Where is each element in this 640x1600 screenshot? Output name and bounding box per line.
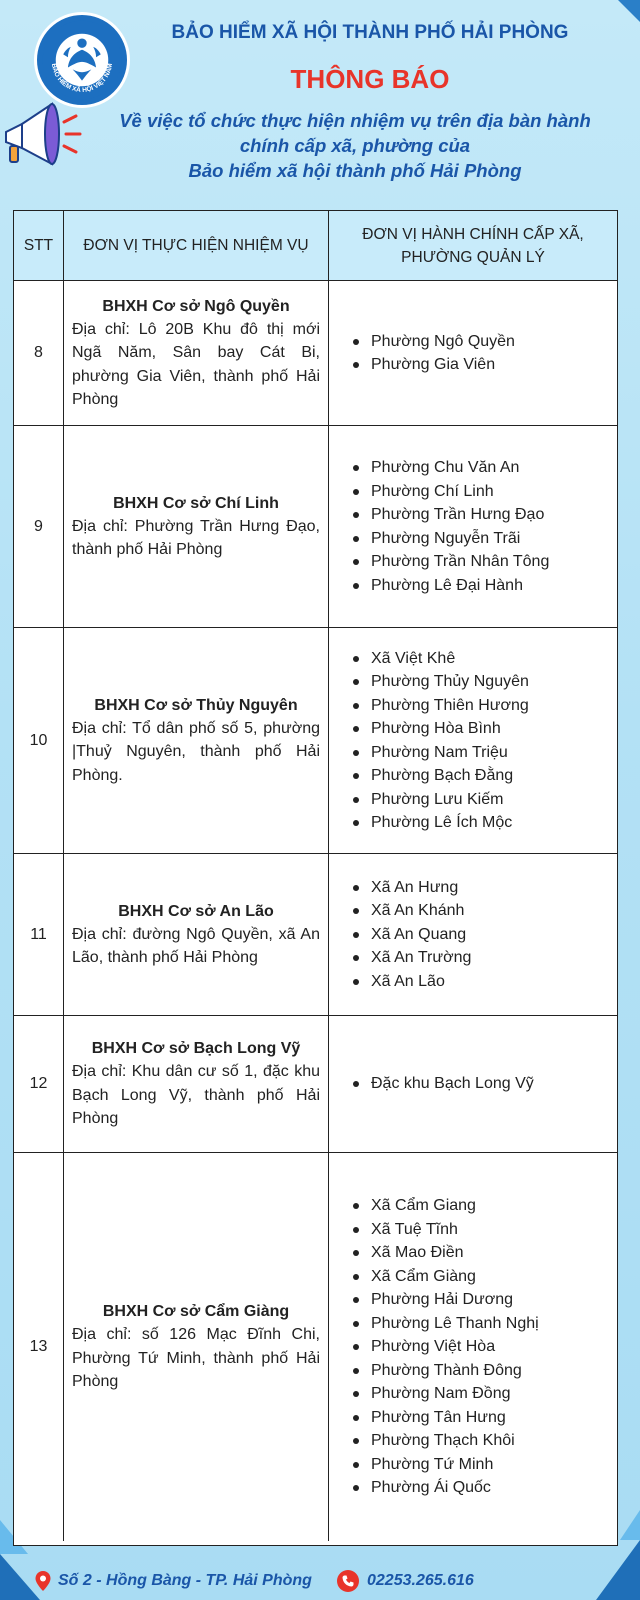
area-list-item: Đặc khu Bạch Long Vỹ — [351, 1072, 534, 1096]
area-list-item: Phường Chu Văn An — [351, 456, 549, 480]
area-list-item: Phường Thành Đông — [351, 1359, 539, 1383]
unit-address: Địa chỉ: số 126 Mạc Đĩnh Chi, Phường Tứ Minh, thành phố Hải Phòng — [72, 1326, 320, 1391]
area-list-item: Phường Bạch Đằng — [351, 764, 529, 788]
unit-cell — [64, 854, 329, 1015]
area-list-item: Phường Thạch Khôi — [351, 1429, 539, 1453]
unit-name: BHXH Cơ sở Ngô Quyền — [102, 297, 290, 315]
row-stt: 11 — [14, 854, 64, 1015]
table-row — [14, 628, 617, 854]
area-list-item: Phường Lê Đại Hành — [351, 574, 549, 598]
corner-decoration — [620, 1510, 640, 1540]
table-row — [14, 426, 617, 628]
area-list-item: Phường Nam Đồng — [351, 1382, 539, 1406]
unit-address: Địa chỉ: đường Ngô Quyền, xã An Lão, thành phố Hải Phòng — [72, 925, 320, 966]
area-list-item: Xã Cẩm Giang — [351, 1194, 539, 1218]
area-cell — [329, 628, 617, 853]
subject-line: Về việc tổ chức thực hiện nhiệm vụ trên địa bàn hành — [119, 110, 591, 131]
area-list — [351, 876, 471, 994]
phone-icon — [337, 1570, 359, 1592]
area-cell — [329, 854, 617, 1015]
unit-name: BHXH Cơ sở Thủy Nguyên — [94, 696, 298, 714]
area-list-item: Phường Ngô Quyền — [351, 330, 515, 354]
unit-address: Địa chỉ: Tổ dân phố số 5, phường |Thuỷ Nguyên, thành phố Hải Phòng. — [72, 719, 320, 784]
row-stt: 13 — [14, 1153, 64, 1541]
area-list-item: Phường Hòa Bình — [351, 717, 529, 741]
unit-name: BHXH Cơ sở An Lão — [118, 902, 274, 920]
area-list — [351, 456, 549, 597]
table-row — [14, 1016, 617, 1153]
area-list-item: Phường Lưu Kiếm — [351, 788, 529, 812]
footer-phone-text: 02253.265.616 — [367, 1572, 474, 1589]
footer-address — [34, 1570, 312, 1592]
area-list-item: Xã An Khánh — [351, 899, 471, 923]
area-list-item: Phường Gia Viên — [351, 353, 515, 377]
area-list-item: Phường Ái Quốc — [351, 1476, 539, 1500]
subject-line: Bảo hiểm xã hội thành phố Hải Phòng — [188, 160, 522, 181]
area-list-item: Phường Nguyễn Trãi — [351, 527, 549, 551]
unit-name: BHXH Cơ sở Cẩm Giàng — [102, 1303, 290, 1321]
unit-name: BHXH Cơ sở Bạch Long Vỹ — [91, 1040, 301, 1058]
area-list-item: Xã Cẩm Giàng — [351, 1265, 539, 1289]
area-list — [351, 1194, 539, 1500]
location-pin-icon — [34, 1570, 52, 1592]
table-row — [14, 1153, 617, 1541]
unit-address: Địa chỉ: Lô 20B Khu đô thị mới Ngã Năm, Sân bay Cát Bi, phường Gia Viên, thành phố Hải Phòng — [72, 320, 320, 408]
area-list-item: Xã An Hưng — [351, 876, 471, 900]
row-stt: 8 — [14, 281, 64, 425]
unit-cell — [64, 281, 329, 425]
area-list-item: Phường Thiên Hương — [351, 694, 529, 718]
org-name: BẢO HIỂM XÃ HỘI THÀNH PHỐ HẢI PHÒNG — [171, 22, 569, 43]
area-list-item: Phường Trần Hưng Đạo — [351, 503, 549, 527]
area-list-item: Phường Việt Hòa — [351, 1335, 539, 1359]
area-list-item: Phường Nam Triệu — [351, 741, 529, 765]
area-list-item: Phường Chí Linh — [351, 480, 549, 504]
unit-cell — [64, 628, 329, 853]
unit-cell — [64, 1016, 329, 1152]
area-cell — [329, 1016, 617, 1152]
area-list-item: Phường Hải Dương — [351, 1288, 539, 1312]
area-list-item: Phường Thủy Nguyên — [351, 670, 529, 694]
area-cell — [329, 426, 617, 627]
area-list-item: Xã An Quang — [351, 923, 471, 947]
unit-address: Địa chỉ: Phường Trần Hưng Đạo, thành phố Hải Phòng — [72, 517, 320, 558]
area-list-item: Phường Lê Thanh Nghị — [351, 1312, 539, 1336]
area-list — [351, 1072, 534, 1096]
area-list-item: Phường Tứ Minh — [351, 1453, 539, 1477]
area-list-item: Xã Mao Điền — [351, 1241, 539, 1265]
footer — [0, 1568, 640, 1596]
area-list-item: Phường Tân Hưng — [351, 1406, 539, 1430]
row-stt: 9 — [14, 426, 64, 627]
row-stt: 10 — [14, 628, 64, 853]
area-cell — [329, 1153, 617, 1541]
unit-cell — [64, 426, 329, 627]
area-list-item: Xã An Trường — [351, 946, 471, 970]
column-header-stt: STT — [14, 211, 64, 280]
row-stt: 12 — [14, 1016, 64, 1152]
unit-cell — [64, 1153, 329, 1541]
subject-line: chính cấp xã, phường của — [239, 135, 471, 156]
unit-name: BHXH Cơ sở Chí Linh — [113, 494, 279, 512]
area-list-item: Xã Tuệ Tĩnh — [351, 1218, 539, 1242]
table-row — [14, 854, 617, 1016]
unit-address: Địa chỉ: Khu dân cư số 1, đặc khu Bạch Long Vỹ, thành phố Hải Phòng — [72, 1063, 320, 1128]
svg-text:BẢO HIỂM XÃ HỘI VIỆT NAM: BẢO HIỂM XÃ HỘI VIỆT NAM — [49, 62, 115, 94]
area-list-item: Phường Lê Ích Mộc — [351, 811, 529, 835]
column-header-unit: ĐƠN VỊ THỰC HIỆN NHIỆM VỤ — [64, 211, 329, 280]
area-list-item: Xã Việt Khê — [351, 647, 529, 671]
footer-phone — [337, 1570, 474, 1592]
area-list — [351, 330, 515, 377]
megaphone-icon — [0, 92, 84, 166]
notice-title: THÔNG BÁO — [290, 64, 450, 94]
area-list — [351, 647, 529, 835]
area-list-item: Phường Trần Nhân Tông — [351, 550, 549, 574]
table-header — [14, 211, 617, 281]
area-cell — [329, 281, 617, 425]
corner-decoration — [618, 0, 640, 22]
table-row — [14, 281, 617, 426]
column-header-area: ĐƠN VỊ HÀNH CHÍNH CẤP XÃ, PHƯỜNG QUẢN LÝ — [362, 225, 584, 266]
area-list-item: Xã An Lão — [351, 970, 471, 994]
notice-subject — [95, 108, 615, 183]
assignment-table — [13, 210, 618, 1546]
footer-address-text: Số 2 - Hồng Bàng - TP. Hải Phòng — [58, 1572, 312, 1589]
